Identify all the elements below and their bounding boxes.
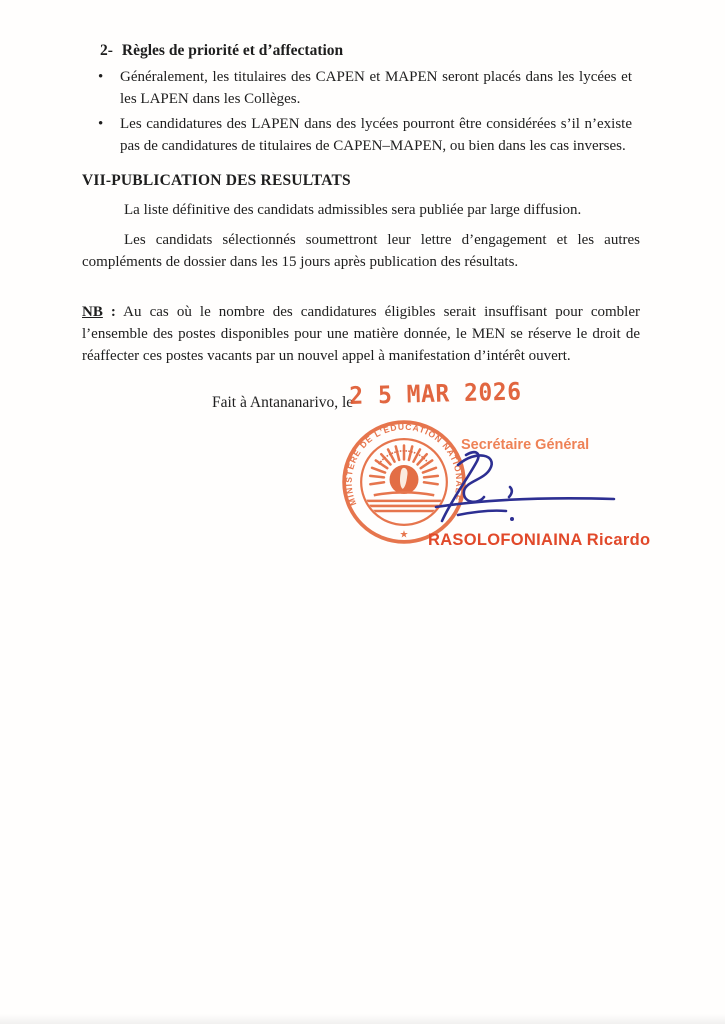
list-item — [98, 113, 642, 157]
section-rules-number: 2- — [100, 42, 113, 59]
section-rules-heading — [100, 40, 640, 62]
nota-bene-paragraph — [82, 301, 640, 367]
section-publication-heading: VII-PUBLICATION DES RESULTATS — [82, 172, 351, 189]
section-rules-title: Règles de priorité et d’affectation — [121, 42, 344, 59]
place-date-line: Fait à Antananarivo, le — [212, 394, 354, 411]
nota-bene-label: NB — [82, 304, 103, 320]
publication-paragraph-1: La liste définitive des candidats admissibles sera publiée par large diffusion. — [124, 202, 582, 218]
list-item — [98, 66, 642, 110]
signature-dot — [510, 517, 514, 521]
signatory-role-label: Secrétaire Général — [461, 437, 590, 453]
rules-bullet-list — [98, 66, 642, 160]
nota-bene-text: Au cas où le nombre des candidatures éligibles serait insuffisant pour combler l’ensemble des postes disponibles pour une matière donnée, le MEN se réserve le droit de réaffecter ces postes vacants par un nouvel appel à manifestation d’intérêt ouvert. — [82, 304, 640, 364]
handwritten-signature — [418, 447, 628, 542]
signatory-name: RASOLOFONIAINA Ricardo — [428, 531, 651, 549]
bullet-icon: • — [98, 116, 104, 132]
bullet-text: Généralement, les titulaires des CAPEN et MAPEN seront placés dans les lycées et les LAPEN dans les Collèges. — [120, 69, 632, 107]
date-stamp: 2 5 MAR 2026 — [349, 378, 522, 411]
bullet-text: Les candidatures des LAPEN dans des lycées pourront être considérées s’il n’existe pas de candidatures de titulaires de CAPEN–MAPEN, ou bien dans les cas inverses. — [120, 116, 632, 154]
stamp-star-icon: ★ — [399, 529, 409, 541]
scan-edge-shadow — [0, 1014, 725, 1024]
nota-bene-colon: : — [102, 304, 116, 320]
stamp-ring-text: MINISTERE DE L’EDUCATION NATIONALE — [343, 421, 465, 508]
bullet-icon: • — [98, 69, 104, 85]
publication-paragraph-2: Les candidats sélectionnés soumettront leur lettre d’engagement et les autres compléments de dossier dans les 15 jours après publication des résultats. — [82, 232, 640, 270]
signature-strokes — [436, 452, 614, 521]
